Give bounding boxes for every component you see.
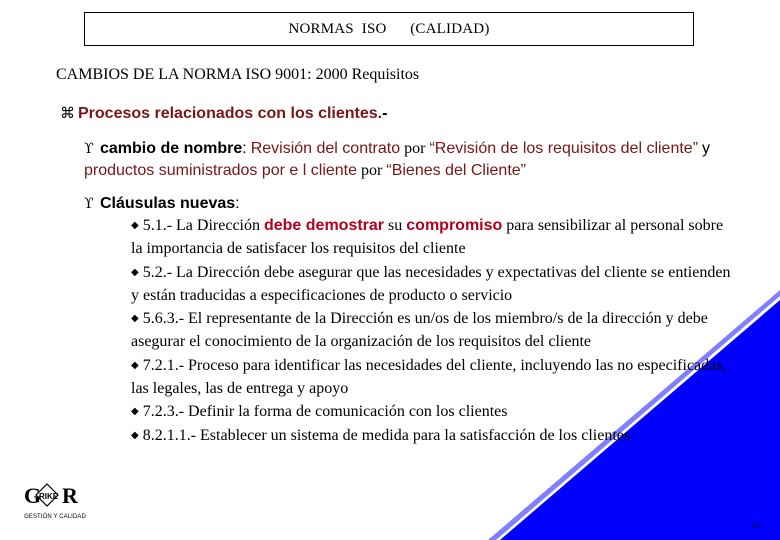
logo-caption: GESTIÓN Y CALIDAD bbox=[24, 514, 86, 520]
highlight-text: debe demostrar bbox=[263, 217, 385, 234]
new-name-2: “Bienes del Cliente” bbox=[386, 162, 526, 179]
old-name: Revisión del contrato bbox=[250, 140, 401, 157]
products-text: productos suministrados por e l cliente bbox=[84, 162, 358, 179]
point-new-clauses: ϒ Cláusulas nuevas: bbox=[84, 193, 734, 215]
y-bullet-icon: ϒ bbox=[84, 141, 94, 157]
list-item: ◆ 7.2.1.- Proceso para identificar las necesidades del cliente, incluyendo las no especificadas, las legales, las de entrega y apoyo bbox=[131, 356, 727, 398]
section-heading bbox=[60, 104, 387, 123]
page-number: 15 bbox=[752, 521, 760, 530]
diamond-bullet-icon: ◆ bbox=[131, 359, 139, 371]
list-item: ◆ 5.6.3.- El representante de la Dirección es un/os de los miembro/s de la dirección y debe asegurar el conocimiento de la organización de los requisitos del cliente bbox=[131, 310, 708, 351]
list-item: ◆ 7.2.3.- Definir la forma de comunicación con los clientes bbox=[131, 403, 508, 421]
list-item: ◆ 8.2.1.1.- Establecer un sistema de medida para la satisfacción de los clientes bbox=[131, 426, 631, 444]
title-right: (CALIDAD) bbox=[410, 20, 490, 37]
svg-text:RIKE: RIKE bbox=[39, 492, 59, 501]
diamond-bullet-icon: ◆ bbox=[131, 313, 139, 325]
new-name: “Revisión de los requisitos del cliente” bbox=[429, 140, 699, 157]
diamond-bullet-icon: ◆ bbox=[131, 220, 139, 231]
list-item: ◆ 5.1.- La Dirección debe demostrar su compromiso para sensibilizar al personal sobre la importancia de satisfacer los requisitos del cliente bbox=[131, 217, 724, 258]
grike-logo bbox=[18, 474, 92, 524]
title-box bbox=[84, 12, 694, 46]
title-left: NORMAS ISO bbox=[288, 20, 387, 37]
point-name-change: ϒ cambio de nombre: Revisión del contrato por “Revisión de los requisitos del cliente” y productos suministrados por e l cliente por “Bienes del Cliente” bbox=[84, 140, 711, 179]
clover-icon: ⌘ bbox=[60, 104, 75, 122]
point-label: cambio de nombre bbox=[100, 140, 243, 157]
y-bullet-icon: ϒ bbox=[84, 196, 94, 212]
svg-text:R: R bbox=[62, 483, 78, 508]
diamond-bullet-icon: ◆ bbox=[131, 429, 139, 441]
section-title-suffix: - bbox=[382, 105, 388, 122]
grike-logo-icon bbox=[18, 474, 92, 514]
point-label: Cláusulas nuevas bbox=[100, 195, 236, 212]
list-item: ◆ 5.2.- La Dirección debe asegurar que las necesidades y expectativas del cliente se entienden y están traducidas a especificaciones de producto o servicio bbox=[131, 263, 731, 304]
section-title: Procesos relacionados con los clientes. bbox=[78, 105, 383, 122]
clauses-list bbox=[131, 214, 731, 447]
slide-subtitle: CAMBIOS DE LA NORMA ISO 9001: 2000 Requisitos bbox=[56, 66, 420, 83]
diamond-bullet-icon: ◆ bbox=[131, 266, 139, 278]
highlight-text: compromiso bbox=[406, 217, 503, 234]
diamond-bullet-icon: ◆ bbox=[131, 406, 139, 418]
svg-text:G: G bbox=[24, 483, 42, 508]
